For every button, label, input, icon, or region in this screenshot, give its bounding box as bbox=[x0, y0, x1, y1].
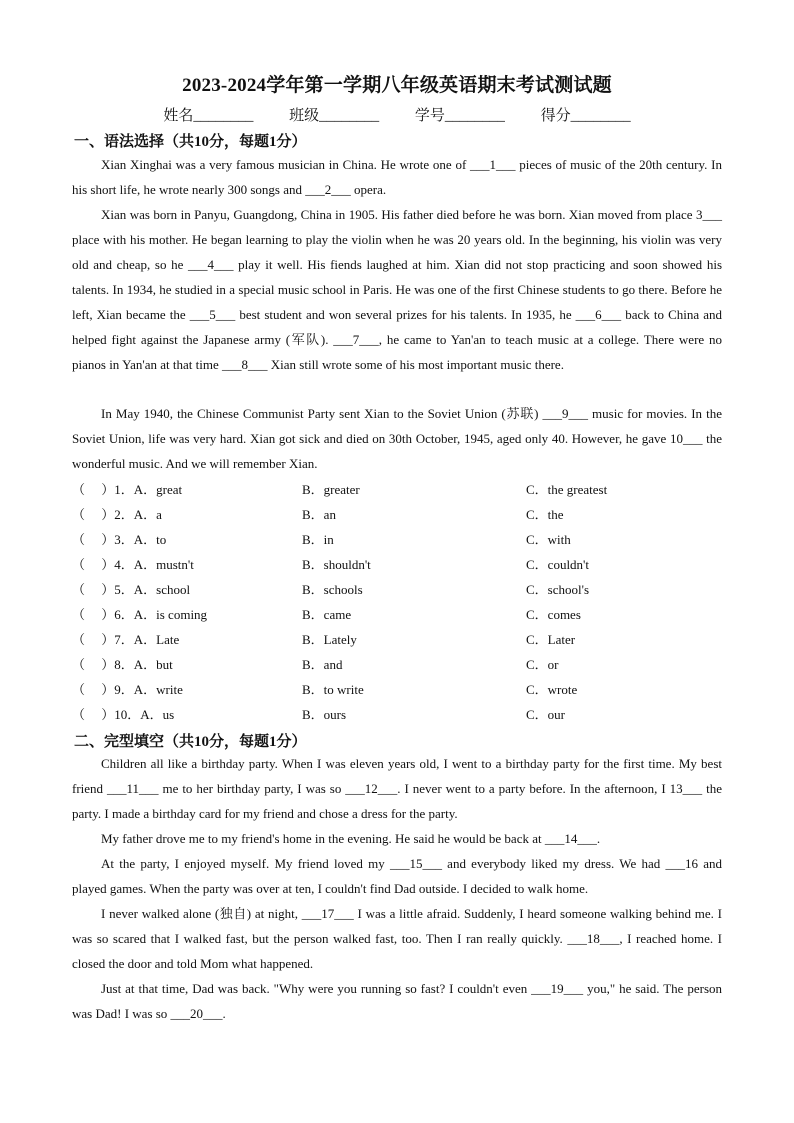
section2-heading: 二、完型填空（共10分，每题1分） bbox=[74, 734, 307, 750]
option-b[interactable]: B．and bbox=[302, 657, 343, 672]
option-a[interactable]: （ ）1．A．great bbox=[72, 482, 183, 497]
option-row bbox=[72, 477, 722, 502]
option-c[interactable]: C．school's bbox=[526, 582, 590, 597]
option-a[interactable]: （ ）6．A．is coming bbox=[72, 607, 208, 622]
section2-paragraph-1: Children all like a birthday party. When I was eleven years old, I went to a birthday party for the first time. My best friend ___11___ me to her birthday party, I was so ___12___. I never went to a party before. In the afternoon, I 13___ the party. I made a birthday card for my friend and chose a dress for the party. bbox=[72, 756, 722, 821]
option-row bbox=[72, 627, 722, 652]
option-b[interactable]: B．schools bbox=[302, 582, 363, 597]
option-b[interactable]: B．shouldn't bbox=[302, 557, 371, 572]
option-row bbox=[72, 502, 722, 527]
option-a[interactable]: （ ）3．A．to bbox=[72, 532, 167, 547]
option-a[interactable]: （ ）10．A．us bbox=[72, 707, 175, 722]
option-c[interactable]: C．the bbox=[526, 507, 564, 522]
section2-paragraph-5: Just at that time, Dad was back. "Why were you running so fast? I couldn't even ___19___ you," he said. The person was Dad! I was so ___20___. bbox=[72, 981, 722, 1021]
option-row bbox=[72, 602, 722, 627]
option-c[interactable]: C．couldn't bbox=[526, 557, 590, 572]
option-row bbox=[72, 702, 722, 727]
section1-paragraph-3: In May 1940, the Chinese Communist Party sent Xian to the Soviet Union (苏联) ___9___ music for movies. In the Soviet Union, life was very hard. Xian got sick and died on 30th October, 1945, aged only 40. However, he gave 10___ the wonderful music. And we will remember Xian. bbox=[72, 406, 722, 471]
option-c[interactable]: C．Later bbox=[526, 632, 576, 647]
option-c[interactable]: C．with bbox=[526, 532, 571, 547]
option-row bbox=[72, 652, 722, 677]
option-a[interactable]: （ ）7．A．Late bbox=[72, 632, 180, 647]
score-field[interactable]: 得分________ bbox=[540, 108, 631, 124]
name-field[interactable]: 姓名________ bbox=[163, 108, 254, 124]
exam-title: 2023-2024学年第一学期八年级英语期末考试测试题 bbox=[182, 75, 612, 96]
section1-paragraph-2: Xian was born in Panyu, Guangdong, China in 1905. His father died before he was born. Xian moved from place 3___ place with his mother. He began learning to play the violin when he was 20 years old. In the beginning, his violin was very old and cheap, so he ___4___ play it well. His fiends laughed at him. Xian did not stop practicing and soon showed his talents. In 1934, he studied in a special music school in Paris. He was one of the first Chinese students to go there. Before he left, Xian became the ___5___ best student and won several prizes for his talents. In 1935, he ___6___ back to China and helped fight against the Japanese army (军队). ___7___, he came to Yan'an to teach music at a college. There were no pianos in Yan'an at that time ___8___ Xian still wrote some of his most important music there. bbox=[72, 207, 722, 372]
option-a[interactable]: （ ）5．A．school bbox=[72, 582, 191, 597]
option-row bbox=[72, 552, 722, 577]
section1-paragraph-1: Xian Xinghai was a very famous musician in China. He wrote one of ___1___ pieces of music of the 20th century. In his short life, he wrote nearly 300 songs and ___2___ opera. bbox=[72, 157, 722, 197]
option-a[interactable]: （ ）2．A．a bbox=[72, 507, 162, 522]
section1-heading: 一、语法选择（共10分，每题1分） bbox=[74, 134, 307, 150]
section2-paragraph-4: I never walked alone (独自) at night, ___17___ I was a little afraid. Suddenly, I heard someone walking behind me. I was so scared that I walked fast, but the person walked fast, too. Then I ran really quickly. ___18___, I reached home. I closed the door and told Mom what happened. bbox=[72, 906, 722, 971]
option-c[interactable]: C．the greatest bbox=[526, 482, 608, 497]
option-c[interactable]: C．or bbox=[526, 657, 559, 672]
option-a[interactable]: （ ）9．A．write bbox=[72, 682, 183, 697]
section2-paragraph-2: My father drove me to my friend's home in the evening. He said he would be back at ___14___. bbox=[101, 831, 601, 846]
option-b[interactable]: B．an bbox=[302, 507, 336, 522]
student-info-row bbox=[0, 104, 794, 125]
option-b[interactable]: B．greater bbox=[302, 482, 360, 497]
option-c[interactable]: C．comes bbox=[526, 607, 581, 622]
option-b[interactable]: B．ours bbox=[302, 707, 347, 722]
option-a[interactable]: （ ）4．A．mustn't bbox=[72, 557, 194, 572]
class-field[interactable]: 班级________ bbox=[289, 108, 380, 124]
option-c[interactable]: C．our bbox=[526, 707, 566, 722]
student-id-field[interactable]: 学号________ bbox=[414, 108, 505, 124]
option-b[interactable]: B．came bbox=[302, 607, 352, 622]
option-row bbox=[72, 677, 722, 702]
option-b[interactable]: B．Lately bbox=[302, 632, 357, 647]
option-c[interactable]: C．wrote bbox=[526, 682, 578, 697]
option-row bbox=[72, 527, 722, 552]
option-b[interactable]: B．to write bbox=[302, 682, 364, 697]
option-row bbox=[72, 577, 722, 602]
section2-paragraph-3: At the party, I enjoyed myself. My friend loved my ___15___ and everybody liked my dress. We had ___16 and played games. When the party was over at ten, I couldn't find Dad outside. I decided to walk home. bbox=[72, 856, 722, 896]
option-b[interactable]: B．in bbox=[302, 532, 334, 547]
option-a[interactable]: （ ）8．A．but bbox=[72, 657, 173, 672]
